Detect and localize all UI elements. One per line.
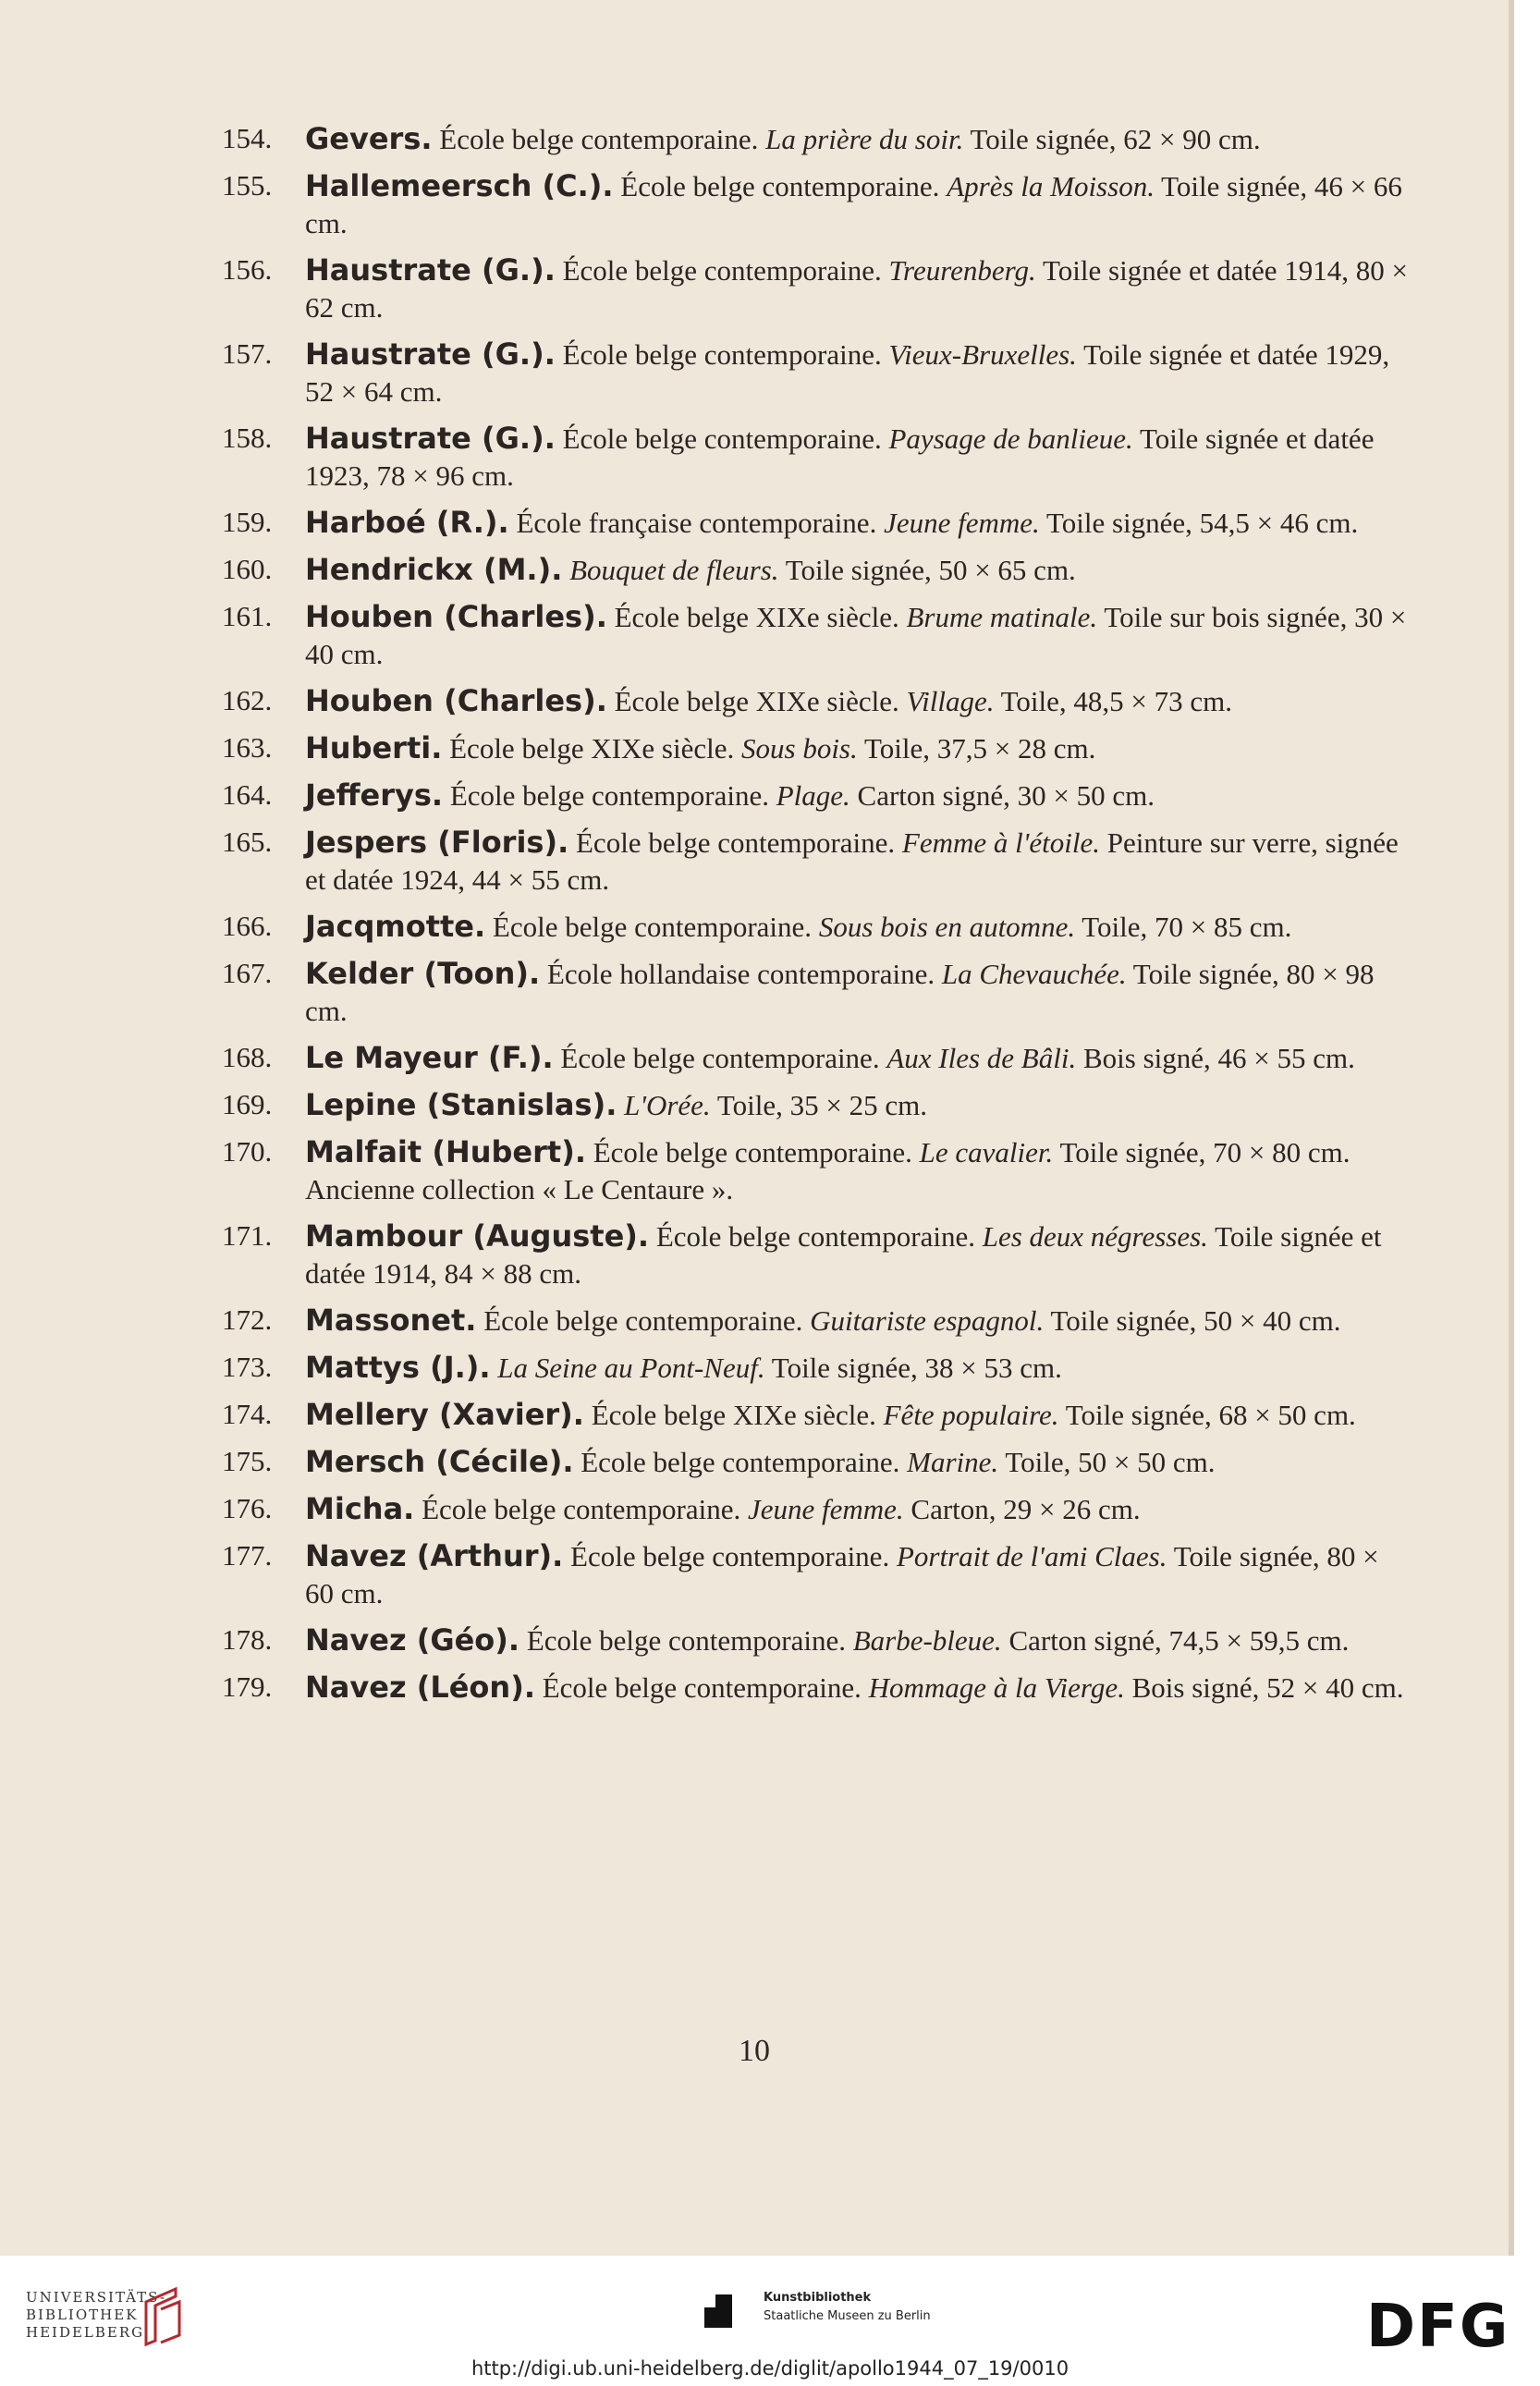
entry-title: Barbe-bleue.	[852, 1624, 1002, 1657]
entry-title: Fête populaire.	[883, 1399, 1059, 1431]
entry-details: Toile sur bois signée, 30 × 40 cm.	[305, 601, 1407, 670]
entry-description: École belge contemporaine.	[492, 911, 813, 943]
entry-details: Toile signée, 62 × 90 cm.	[970, 123, 1261, 155]
catalog-entry	[222, 1039, 1414, 1077]
catalog-entry	[222, 1086, 1414, 1124]
catalog-entries	[222, 120, 1414, 1716]
entry-title: La Seine au Pont-Neuf.	[497, 1352, 765, 1384]
catalog-entry	[222, 1490, 1414, 1528]
entry-description: École française contemporaine.	[516, 507, 877, 539]
entry-details: Toile signée, 68 × 50 cm.	[1065, 1399, 1356, 1431]
entry-title: Hommage à la Vierge.	[868, 1671, 1125, 1704]
entry-title: Village.	[906, 685, 995, 717]
entry-details: Toile, 70 × 85 cm.	[1082, 911, 1292, 943]
entry-description: École belge contemporaine.	[570, 1540, 890, 1572]
entry-title: Après la Moisson.	[947, 170, 1155, 202]
catalog-entry	[222, 551, 1414, 589]
catalog-entry	[222, 682, 1414, 720]
catalog-entry	[222, 336, 1414, 410]
kunstbibliothek-name: Kunstbibliothek	[764, 2291, 872, 2305]
entry-artist: Houben (Charles).	[305, 683, 607, 718]
entry-details: Carton signé, 74,5 × 59,5 cm.	[1008, 1624, 1350, 1657]
entry-details: Toile signée, 80 × 98 cm.	[305, 958, 1375, 1027]
catalog-entry	[222, 1669, 1414, 1707]
entry-number: 178.	[222, 1623, 273, 1656]
entry-number: 159.	[222, 506, 273, 538]
catalog-entry	[222, 1396, 1414, 1434]
university-logo-icon	[139, 2283, 185, 2348]
entry-details: Toile signée et datée 1929, 52 × 64 cm.	[305, 338, 1390, 408]
entry-artist: Houben (Charles).	[305, 599, 607, 634]
entry-number: 157.	[222, 337, 273, 370]
entry-details: Toile, 48,5 × 73 cm.	[1000, 685, 1233, 717]
entry-title: Sous bois.	[741, 732, 858, 765]
entry-title: Brume matinale.	[906, 601, 1098, 633]
catalog-entry	[222, 120, 1414, 158]
entry-number: 165.	[222, 826, 273, 858]
entry-details: Toile signée, 50 × 65 cm.	[785, 554, 1076, 586]
entry-details: Carton, 29 × 26 cm.	[911, 1493, 1141, 1525]
catalog-entry	[222, 1349, 1414, 1387]
entry-description: École belge contemporaine.	[449, 779, 769, 812]
entry-number: 176.	[222, 1492, 273, 1524]
catalog-entry	[222, 1133, 1414, 1208]
entry-artist: Navez (Léon).	[305, 1670, 535, 1705]
entry-artist: Mellery (Xavier).	[305, 1397, 584, 1432]
entry-title: Bouquet de fleurs.	[569, 554, 779, 586]
university-line-2: BIBLIOTHEK	[26, 2306, 139, 2323]
entry-number: 155.	[222, 169, 273, 202]
kunstbibliothek-text	[764, 2289, 931, 2326]
entry-details: Toile signée et datée 1914, 84 × 88 cm.	[305, 1220, 1382, 1290]
entry-title: Guitariste espagnol.	[810, 1304, 1045, 1337]
catalog-entry	[222, 1217, 1414, 1292]
entry-artist: Kelder (Toon).	[305, 956, 541, 991]
entry-number: 166.	[222, 910, 273, 942]
entry-number: 171.	[222, 1219, 273, 1252]
entry-number: 168.	[222, 1041, 273, 1073]
entry-title: Le cavalier.	[919, 1136, 1054, 1169]
entry-details: Toile signée et datée 1923, 78 × 96 cm.	[305, 422, 1375, 492]
catalog-entry	[222, 167, 1414, 242]
entry-artist: Jefferys.	[305, 777, 444, 813]
catalog-entry	[222, 251, 1414, 326]
entry-artist: Mambour (Auguste).	[305, 1218, 650, 1254]
entry-number: 160.	[222, 553, 273, 585]
entry-number: 158.	[222, 422, 273, 454]
entry-description: École belge XIXe siècle.	[591, 1399, 876, 1431]
entry-title: Jeune femme.	[884, 507, 1040, 539]
entry-number: 164.	[222, 778, 273, 811]
entry-number: 177.	[222, 1539, 273, 1572]
entry-details: Peinture sur verre, signée et datée 1924, 44 × 55 cm.	[305, 826, 1399, 896]
entry-details: Carton signé, 30 × 50 cm.	[857, 779, 1155, 812]
entry-title: Portrait de l'ami Claes.	[896, 1540, 1167, 1572]
entry-artist: Mattys (J.).	[305, 1350, 491, 1385]
entry-details: Bois signé, 52 × 40 cm.	[1131, 1671, 1404, 1704]
entry-details: Bois signé, 46 × 55 cm.	[1082, 1042, 1355, 1074]
university-line-3: HEIDELBERG	[26, 2324, 145, 2341]
entry-artist: Lepine (Stanislas).	[305, 1087, 617, 1122]
entry-artist: Jacqmotte.	[305, 909, 486, 944]
entry-artist: Haustrate (G.).	[305, 252, 556, 288]
catalog-entry	[222, 598, 1414, 673]
entry-title: Vieux-Bruxelles.	[888, 338, 1077, 371]
catalog-entry	[222, 1621, 1414, 1659]
entry-description: École belge contemporaine.	[483, 1304, 803, 1337]
entry-title: Sous bois en automne.	[818, 911, 1076, 943]
catalog-entry	[222, 1537, 1414, 1612]
catalog-entry	[222, 955, 1414, 1030]
entry-artist: Le Mayeur (F.).	[305, 1040, 554, 1075]
entry-artist: Harboé (R.).	[305, 505, 509, 540]
entry-details: Toile, 37,5 × 28 cm.	[863, 732, 1096, 765]
university-line-1: UNIVERSITÄTS-	[26, 2289, 167, 2306]
kunstbibliothek-sub: Staatliche Museen zu Berlin	[764, 2309, 931, 2323]
catalog-entry	[222, 729, 1414, 767]
entry-details: Toile signée et datée 1914, 80 × 62 cm.	[305, 254, 1408, 324]
catalog-entry	[222, 777, 1414, 814]
entry-artist: Haustrate (G.).	[305, 336, 556, 372]
entry-description: École belge contemporaine.	[576, 826, 896, 859]
entry-number: 169.	[222, 1088, 273, 1120]
catalog-entry	[222, 420, 1414, 495]
entry-title: Jeune femme.	[747, 1493, 904, 1525]
entry-description: École belge contemporaine.	[620, 170, 940, 202]
entry-details: Toile signée, 80 × 60 cm.	[305, 1540, 1379, 1609]
entry-description: École belge XIXe siècle.	[614, 685, 899, 717]
entry-description: École belge contemporaine.	[542, 1671, 862, 1704]
entry-details: Toile, 35 × 25 cm.	[716, 1089, 928, 1121]
entry-description: École belge XIXe siècle.	[449, 732, 735, 765]
entry-artist: Navez (Géo).	[305, 1622, 520, 1658]
page-number: 10	[739, 2034, 770, 2068]
entry-number: 161.	[222, 600, 273, 632]
entry-number: 170.	[222, 1135, 273, 1168]
entry-details: Toile signée, 50 × 40 cm.	[1050, 1304, 1341, 1337]
entry-artist: Hendrickx (M.).	[305, 552, 563, 587]
entry-number: 163.	[222, 731, 273, 764]
entry-title: Paysage de banlieue.	[888, 422, 1133, 455]
entry-description: École belge contemporaine.	[560, 1042, 880, 1074]
entry-number: 172.	[222, 1303, 273, 1336]
catalog-entry	[222, 824, 1414, 899]
entry-number: 179.	[222, 1670, 273, 1703]
entry-number: 173.	[222, 1351, 273, 1383]
entry-number: 174.	[222, 1398, 273, 1430]
catalog-entry	[222, 908, 1414, 946]
entry-artist: Mersch (Cécile).	[305, 1444, 574, 1479]
entry-artist: Malfait (Hubert).	[305, 1134, 586, 1169]
entry-details: Toile signée, 54,5 × 46 cm.	[1045, 507, 1359, 539]
entry-title: Marine.	[907, 1446, 999, 1478]
entry-details: Toile signée, 38 × 53 cm.	[771, 1352, 1062, 1384]
entry-number: 156.	[222, 253, 273, 286]
entry-title: Plage.	[776, 779, 850, 812]
entry-details: Toile signée, 70 × 80 cm. Ancienne collection « Le Centaure ».	[305, 1136, 1351, 1205]
entry-number: 154.	[222, 122, 273, 154]
entry-description: École belge contemporaine.	[439, 123, 759, 155]
entry-details: Toile, 50 × 50 cm.	[1005, 1446, 1216, 1478]
entry-description: École belge contemporaine.	[655, 1220, 975, 1253]
entry-title: L'Orée.	[624, 1089, 711, 1121]
entry-artist: Hallemeersch (C.).	[305, 168, 614, 203]
entry-title: Les deux négresses.	[982, 1220, 1208, 1253]
source-url[interactable]: http://digi.ub.uni-heidelberg.de/diglit/apollo1944_07_19/0010	[471, 2357, 1069, 2380]
entry-artist: Haustrate (G.).	[305, 421, 556, 456]
entry-title: Treurenberg.	[888, 254, 1036, 287]
kunstbibliothek-logo-icon	[704, 2294, 732, 2328]
dfg-logo: DFG	[1366, 2293, 1510, 2361]
entry-number: 167.	[222, 957, 273, 989]
entry-details: Toile signée, 46 × 66 cm.	[305, 170, 1402, 239]
entry-number: 162.	[222, 684, 273, 716]
entry-description: École belge contemporaine.	[593, 1136, 912, 1169]
entry-title: Aux Iles de Bâli.	[886, 1042, 1077, 1074]
entry-description: École belge contemporaine.	[562, 422, 882, 455]
entry-artist: Gevers.	[305, 121, 433, 156]
catalog-entry	[222, 504, 1414, 542]
entry-description: École belge contemporaine.	[581, 1446, 900, 1478]
entry-artist: Jespers (Floris).	[305, 825, 569, 860]
entry-artist: Micha.	[305, 1491, 415, 1526]
entry-title: Femme à l'étoile.	[901, 826, 1100, 859]
catalog-entry	[222, 1443, 1414, 1481]
entry-title: La prière du soir.	[765, 123, 964, 155]
entry-description: École hollandaise contemporaine.	[546, 958, 935, 990]
entry-artist: Navez (Arthur).	[305, 1538, 564, 1573]
entry-description: École belge contemporaine.	[562, 338, 882, 371]
entry-description: École belge contemporaine.	[422, 1493, 741, 1525]
entry-artist: Huberti.	[305, 730, 443, 765]
catalog-entry	[222, 1302, 1414, 1340]
entry-artist: Massonet.	[305, 1303, 477, 1338]
entry-title: La Chevauchée.	[941, 958, 1127, 990]
entry-description: École belge contemporaine.	[526, 1624, 846, 1657]
entry-description: École belge contemporaine.	[562, 254, 882, 287]
entry-description: École belge XIXe siècle.	[614, 601, 899, 633]
entry-number: 175.	[222, 1445, 273, 1477]
